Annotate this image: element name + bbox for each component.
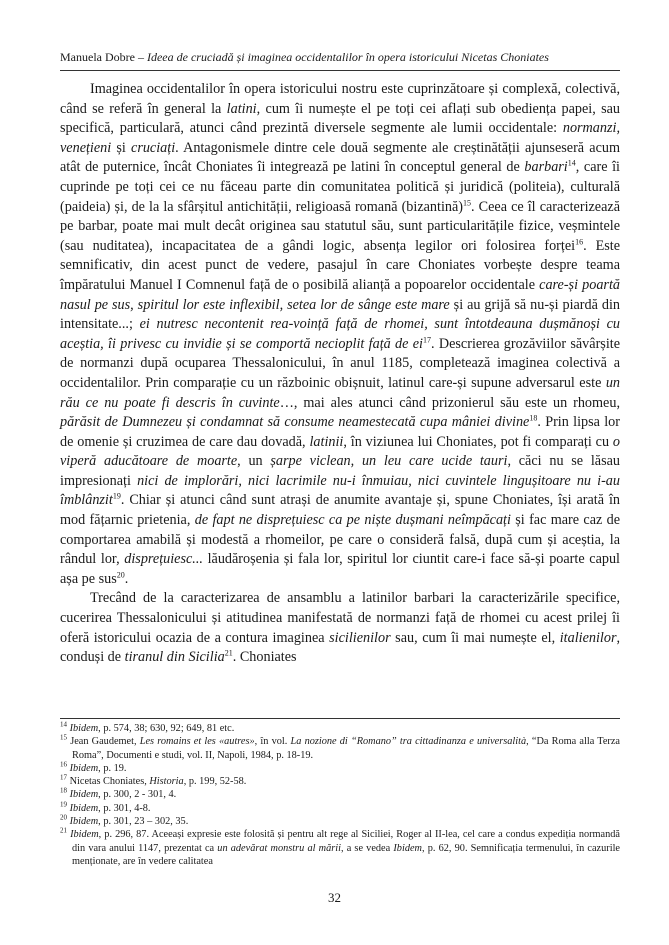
text-run: , care îi cuprinde pe toți cei ce nu făceau parte din comunitatea politică și juridică (politeia), culturală (paideia) și, de la la sfârșitul antichității, religioasă romană (bizantină) — [60, 159, 621, 215]
footnote-number: 20 — [60, 813, 67, 822]
italic-run: sicilienilor — [329, 629, 391, 646]
footnote-number: 14 — [60, 720, 67, 729]
italic-run: Ibidem — [69, 789, 99, 801]
footnote-number: 17 — [60, 773, 67, 782]
text-run: . Prin lipsa lor de omenie și cruzimea de care dau dovadă, — [60, 414, 620, 450]
italic-run: barbari — [524, 159, 568, 176]
paragraph — [60, 80, 620, 589]
footnote-ref: 20 — [116, 570, 125, 580]
text-run: , în viziunea lui Choniates, pot fi comparați cu — [343, 433, 613, 450]
main-text — [60, 80, 620, 668]
paragraph — [60, 589, 620, 667]
text-run: . Antagonismele dintre cele două segmente ale creștinătății ajunseseră acum atât de puternice, încât Choniates îi integrează pe latini în conceptul general de — [60, 139, 620, 176]
italic-run: Ibidem — [69, 762, 99, 774]
italic-run: cruciați — [131, 139, 176, 156]
text-run: . Ceea ce îl caracterizează pe barbar, poate mai mult decât originea sau statutul său, sunt particularitățile fizice, veșmintele (sau nuditatea), incapacitatea de a gândi logic, absența legilor ori folosirea forței — [60, 198, 620, 254]
text-run: , a se vedea — [340, 842, 394, 854]
footnote — [60, 762, 620, 775]
italic-run: Ibidem — [393, 842, 422, 854]
footnote-ref: 21 — [224, 648, 233, 658]
text-run: și fac mare caz de comportarea amabilă și modestă a rhomeilor, pe care o consideră falsă, după cum și aceștia, la rândul lor, — [60, 512, 621, 568]
text-run: , conduși de — [60, 629, 621, 666]
italic-run: normanzi, venețieni — [60, 120, 620, 156]
footnote-ref: 15 — [463, 197, 472, 207]
italic-run: Ibidem — [69, 723, 99, 734]
italic-run: latinii — [309, 433, 344, 450]
text-run: . Este semnificativ, din acest punct de vedere, pasajul în care Choniates vorbește despre teama împăratului Manuel I Comnenul față de o posibilă alianță a popoarelor occidentale — [60, 237, 620, 293]
text-run: . Choniates — [232, 649, 297, 666]
text-run: . Descrierea grozăviilor săvârșite de normanzi după ocuparea Thessalonicului, în anul 1185, completează imaginea colectivă a occidentalilor. Prin comparație cu un războinic obișnuit, latinul care-și supune adversarul este — [60, 335, 620, 391]
footnote-ref: 14 — [567, 158, 576, 168]
running-header — [60, 50, 620, 64]
text-run: , p. 296, 87. Aceeași expresie este folosită și pentru alt rege al Siciliei, Roger al II-lea, cel care a condus expediția normandă din vara anului 1147, prezentat ca — [72, 829, 620, 854]
text-run: . — [124, 570, 129, 587]
italic-run: de fapt ne disprețuiesc ca pe niște dușmani neîmpăcați — [194, 512, 511, 529]
text-run: Nicetas Choniates, — [69, 776, 150, 788]
footnote-rule — [60, 718, 620, 719]
footnote-number: 21 — [60, 826, 67, 835]
italic-run: Historia — [149, 776, 184, 788]
text-run: Jean Gaudemet, — [70, 736, 140, 748]
footnote-ref: 17 — [423, 334, 431, 344]
footnote-number: 18 — [60, 787, 67, 796]
footnote-number: 15 — [60, 733, 67, 742]
text-run: , “Da Roma alla Terza Roma”, Documenti e studi, vol. II, Napoli, 1984, p. 18-19. — [72, 736, 620, 761]
italic-run: o viperă aducătoare de moarte — [60, 433, 620, 470]
footnotes — [60, 722, 620, 868]
text-run: , p. 199, 52-58. — [183, 776, 247, 788]
italic-run: Ibidem — [70, 829, 99, 841]
text-run: , p. 574, 38; 630, 92; 649, 81 etc. — [98, 723, 235, 734]
italic-run: Les romains et les «autres» — [139, 736, 255, 748]
text-run: și — [111, 139, 132, 156]
footnote-number: 16 — [60, 760, 67, 769]
text-run: , un — [237, 453, 271, 470]
italic-run: un rău ce nu poate fi descris în cuvinte — [60, 374, 620, 411]
footnote — [60, 828, 620, 868]
text-run: lăudăroșenia și fala lor, spiritul lor ciuntit care-i face să-și poarte capul așa pe sus — [60, 551, 621, 587]
italic-run: La nozione di “Romano” tra cittadinanza e universalità — [290, 736, 527, 748]
text-run: , p. 301, 23 – 302, 35. — [98, 816, 189, 828]
footnote — [60, 735, 620, 762]
text-run: și au grijă să nu-și piardă din intensitate...; — [60, 296, 621, 333]
italic-run: care-și poartă nasul pe sus, spiritul lor este inflexibil, setea lor de sânge este mare — [60, 276, 620, 313]
text-run: , căci nu se lăsau impresionați — [60, 453, 621, 489]
footnote-number: 19 — [60, 800, 67, 809]
text-run: , cum îi numește el pe toți cei aflați sub obediența papei, sau specifică, particulară, atunci când prezintă diversele segmente ale lumii occidentale: — [60, 100, 621, 137]
footnote-ref: 19 — [112, 491, 121, 501]
italic-run: părăsit de Dumnezeu și condamnat să consume neamestecată cupa mâniei divine — [60, 414, 530, 431]
text-run: , p. 300, 2 - 301, 4. — [98, 789, 177, 801]
italic-run: nici de implorări, nici lacrimile nu-i înmuiau, nici cuvintele lingușitoare nu i-au îmblânzit — [60, 472, 620, 509]
text-run: Trecând de la caracterizarea de ansamblu a latinilor barbari la caracterizările specifice, cucerirea Thessalonicului și atitudinea manifestată de normanzi față de rhomei cu acest prilej îi oferă istoricului ocazia de a contura imaginea — [60, 590, 620, 646]
italic-run: Ibidem — [69, 802, 99, 814]
text-run: Imaginea occidentalilor în opera istoricului nostru este cuprinzătoare și complexă, colectivă, când se referă în general la — [60, 81, 620, 117]
italic-run: disprețuiesc... — [124, 551, 203, 568]
header-rule — [60, 70, 620, 71]
text-run: , în vol. — [254, 736, 291, 748]
text-run: …, mai ales atunci când prizonierul său este un rhomeu, — [279, 394, 620, 411]
header-author: Manuela Dobre — [60, 50, 135, 64]
italic-run: un adevărat monstru al mării — [217, 842, 341, 854]
text-run: , p. 19. — [98, 762, 127, 774]
page-number: 32 — [328, 890, 341, 905]
italic-run: ei nutresc necontenit rea-voință față de rhomei, sunt întotdeauna dușmănoși cu aceștia, îi privesc cu invidie și se comportă necioplit față de ei — [60, 316, 620, 352]
footnote-ref: 18 — [529, 413, 538, 423]
text-run: sau, cum îi mai numește el, — [390, 629, 560, 646]
text-run: , p. 301, 4-8. — [98, 802, 151, 814]
footnote — [60, 788, 620, 801]
footnote — [60, 775, 620, 788]
italic-run: Ibidem — [69, 816, 99, 828]
header-separator: – — [134, 50, 147, 64]
header-title: Ideea de cruciadă și imaginea occidentalilor în opera istoricului Nicetas Choniates — [146, 50, 549, 64]
italic-run: tiranul din Sicilia — [124, 649, 225, 666]
footnote — [60, 722, 620, 735]
italic-run: latini — [226, 100, 257, 117]
italic-run: șarpe viclean, un leu care ucide tauri — [270, 453, 508, 470]
footnote — [60, 802, 620, 815]
italic-run: italienilor — [559, 629, 617, 646]
footnote-ref: 16 — [575, 237, 584, 247]
text-run: . Chiar și atunci când sunt atrași de anumite avantaje și, spune Choniates, își arată în mod fățarnic prietenia, — [60, 492, 620, 529]
footnote — [60, 815, 620, 828]
text-run: , p. 62, 90. Semnificația termenului, în cazurile menționate, are în vedere calitatea — [72, 842, 621, 867]
